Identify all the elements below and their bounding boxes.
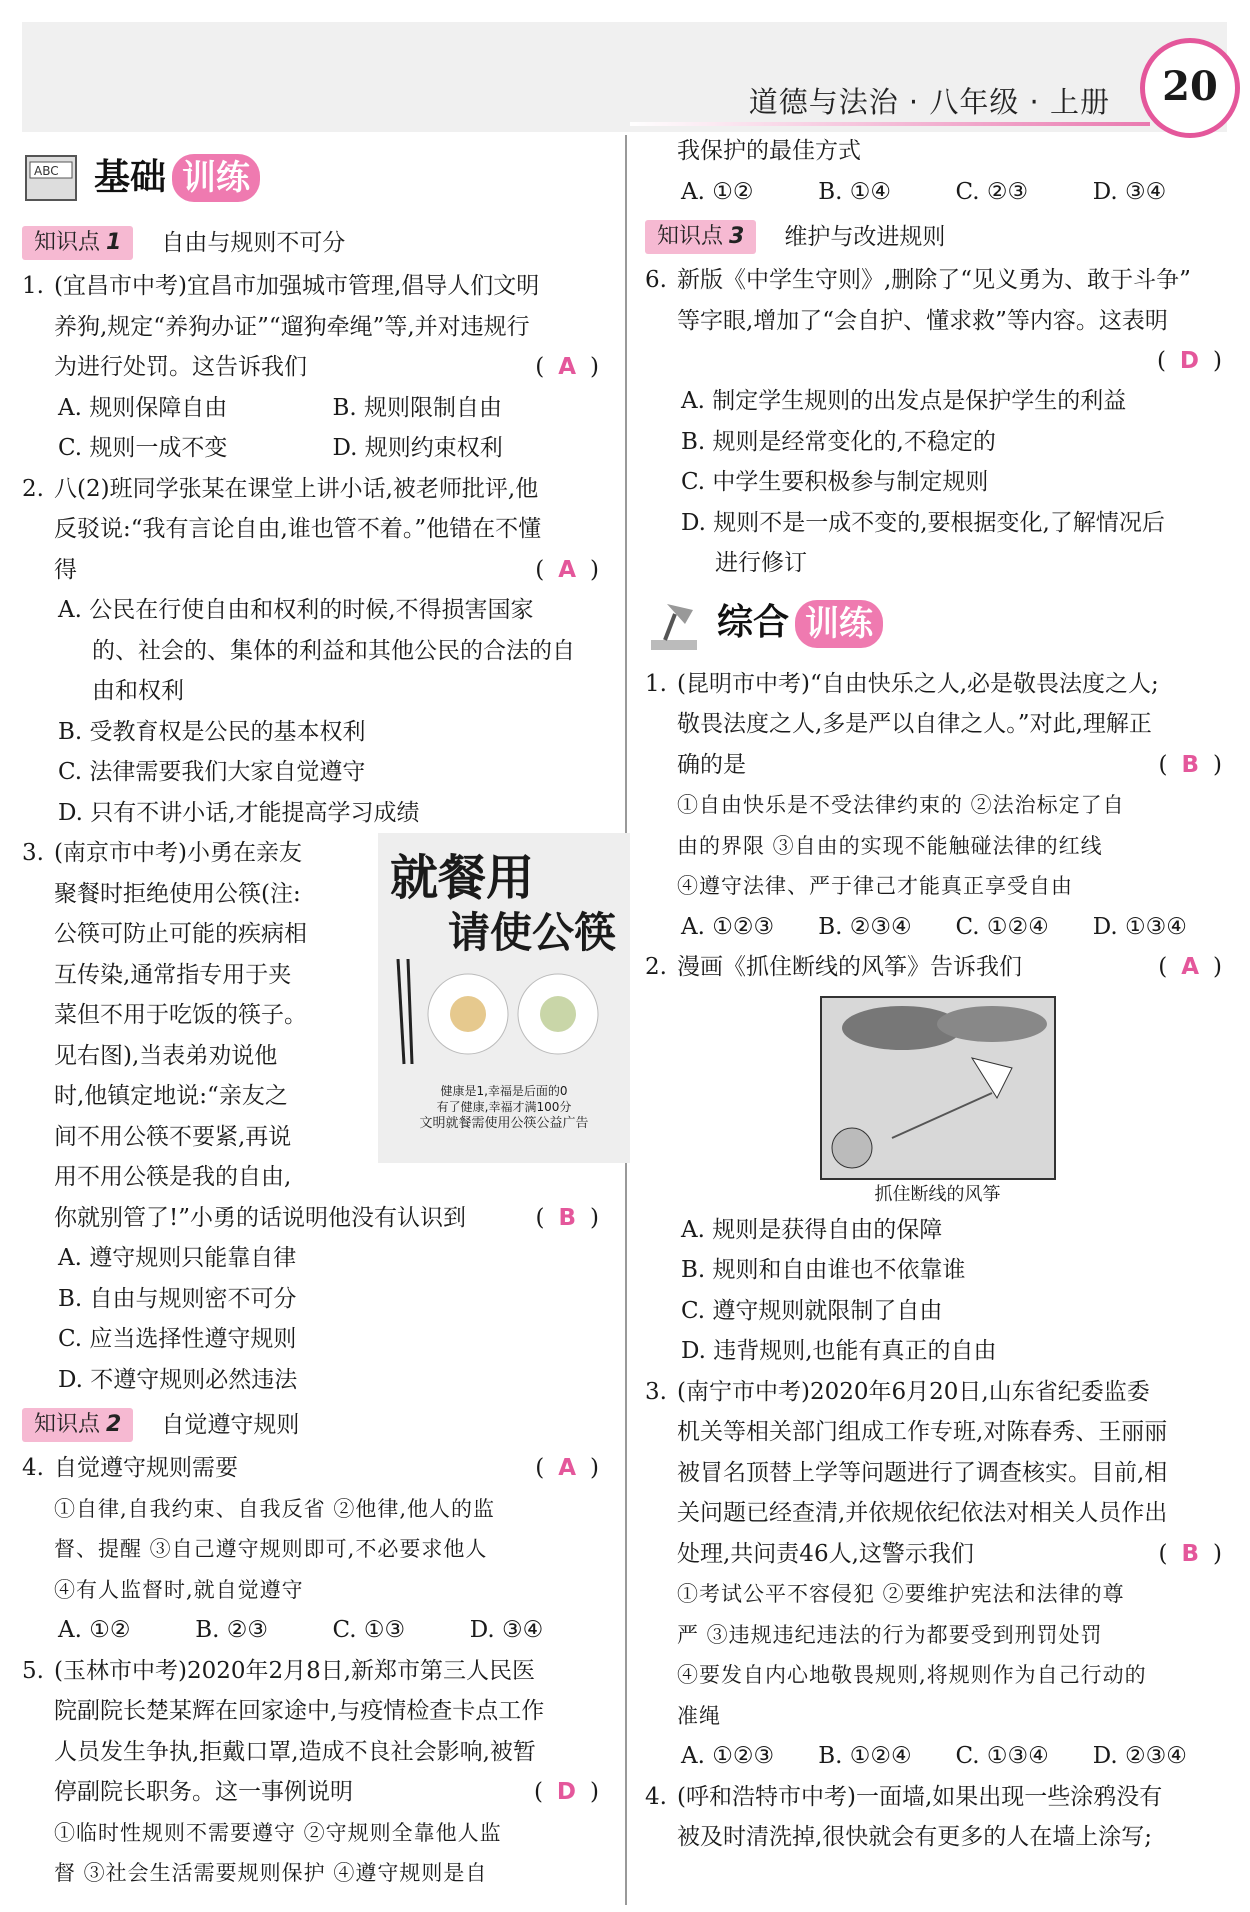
public-chopsticks-poster: 就餐用 请使公筷 健康是1,幸福是后面的0 有了健康,幸福才满100分 文明就餐需使用公筷公益广告 [378, 833, 630, 1163]
page-number: 20 [1140, 38, 1240, 138]
question-4: 4. 自觉遵守规则需要 ( A ) ①自律,自我约束、自我反省 ②他律,他人的监 督、提醒 ③自己遵守规则即可,不必要求他人 ④有人监督时,就自觉遵守 [22, 1448, 607, 1610]
question-5: 5. (玉林市中考)2020年2月8日,新郑市第三人民医 院副院长楚某辉在回家途中,与疫情检查卡点工作 人员发生争执,拒戴口罩,造成不良社会影响,被暂 停副院长职务。这一事例说明 ( D ) ①临时性规则不需要遵守 ②守规则全靠他人监 督 ③社会生活需要规则保护 ④遵守规则是自 [22, 1657, 599, 1885]
options: A. ①②③ B. ②③④ C. ①②④ D. ①③④ [681, 913, 1187, 940]
comp-question-3: 3. (南宁市中考)2020年6月20日,山东省纪委监委 机关等相关部门组成工作专班,对陈春秀、王丽丽 被冒名顶替上学等问题进行了调查核实。目前,相 关问题已经查清,并依规依纪依法对相关人员作出 处理,共问责46人,这警示我们 ( B ) ①考试公平不容侵犯 ②要维护宪法和法律的尊 严 ③违规违纪违法的行为都要受到刑罚处罚 ④要发自内心地敬畏规则,将规则作为自己行动的 准绳 [645, 1378, 1222, 1728]
answer: ( B ) [1158, 751, 1222, 778]
section-title: 基础 [94, 156, 167, 198]
comp-question-1: 1. (昆明市中考)“自由快乐之人,必是敬畏法度之人; 敬畏法度之人,多是严以自律之人。”对此,理解正 确的是 ( B ) ①自由快乐是不受法律约束的 ②法治标定了自 由的界限 ③自由的实现不能触碰法律的红线 ④遵守法律、严于律己才能真正享受自由 [645, 670, 1222, 898]
desk-lamp-icon [645, 594, 703, 654]
kp-title: 自觉遵守规则 [161, 1411, 300, 1438]
kp-title: 维护与改进规则 [784, 223, 946, 250]
answer: ( A ) [535, 1455, 599, 1481]
options: A. ①② B. ①④ C. ②③ D. ③④ [681, 178, 1167, 205]
answer: ( B ) [535, 1204, 599, 1231]
kite-illustration [822, 998, 1054, 1178]
section-title-badge: 训练 [795, 600, 883, 648]
question-2: 2. 八(2)班同学张某在课堂上讲小话,被老师批评,他 反驳说:“我有言论自由,谁也管不着。”他错在不懂 得 ( A ) [22, 469, 607, 591]
question-5-cont: 我保护的最佳方式 [677, 138, 861, 164]
section-title: 综合 [717, 602, 790, 644]
svg-text:ABC: ABC [34, 164, 59, 178]
book-title: 道德与法治 · 八年级 · 上册 [748, 85, 1110, 119]
answer: ( A ) [1158, 954, 1222, 980]
right-column: 我保护的最佳方式 A. ①② B. ①④ C. ②③ D. ③④ 知识点 3 维护与改进规则 6. 新版《中学生守则》,删除了“见义勇为、敢于斗争” 等字眼,增加了“会自护、懂求救”等内容。这表明 ( D ) A. 制定学生规则的出发点是保护学生的利益 B. 规则是经常变化的,不稳定的 C. 中学生要积极参与制定规则 D. 规则不是一成不变的,要根据变化,了解情况后 进行修订 综合 训练 1. (昆明市中考)“自由快乐之人,必是敬畏法度之人; 敬畏法度之人,多是严以自律之人。”对此,理解正 确的是 ( B ) ①自由快乐是不受法律约束的 ②法治标定了自 由的界限 ③自由的实现不能触碰法律的红线 ④遵守法律、严于律己才能真正享受自由 A. ①②③ B. ②③④ C. ①②④ D. ①③④ 2. 漫画《抓住断线的风筝》告诉我们 ( A ) 抓住断线的风筝 A. 规则是获得自由的保障 B. 规则和自由谁也不依靠谁 C. 遵守规则就限制了自由 D. 违背规则,也能有真正的自由 3. (南宁市中考)2020年6月20日,山东省纪委监委 机关等相关部门组成工作专班,对陈春秀、王丽丽 被冒名顶替上学等问题进行了调查核实。目前,相 关问题已经查清,并依规依纪依法对相关人员作出 处理,共问责46人,这警示我们 ( B ) ①考试公平不容侵犯 ②要维护宪法和法律的尊 严 ③违规违纪违法的行为都要受到刑罚处罚 ④要发自内心地敬畏规则,将规则作为自己行动的 准绳 A. ①②③ B. ①②④ C. ①③④ D. ②③④ 4. (呼和浩特市中考)一面墙,如果出现一些涂鸦没有 被及时清洗掉,很快就会有更多的人在墙上涂写; [645, 131, 1230, 1858]
cartoon-caption: 抓住断线的风筝 [874, 1183, 1001, 1205]
options: A. ①②③ B. ①②④ C. ①③④ D. ②③④ [681, 1743, 1187, 1769]
book-icon [22, 148, 80, 208]
kp-tag: 知识点 2 [22, 1408, 133, 1442]
left-column: ABC 基础 训练 知识点 1 自由与规则不可分 1. (宜昌市中考)宜昌市加强城市管理,倡导人们文明 养狗,规定“养狗办证”“遛狗牵绳”等,并对违规行 为进行处罚。这告诉我们 ( A ) A. 规则保障自由 B. 规则限制自由 C. 规则一成不变 D. 规则约束权利 2. 八(2)班同学张某在课堂上讲小话,被老师批评,他 反驳说:“我有言论自由,谁也管不着。”他错在不懂 得 ( A ) A. 公民在行使自由和权利的时候,不得损害国家 的、社会的、集体的利益和其他公民的合法的自 由和权利 B. 受教育权是公民的基本权利 C. 法律需要我们大家自觉遵守 D. 只有不讲小话,才能提高学习成绩 3. (南京市中考)小勇在亲友 聚餐时拒绝使用公筷(注: 公筷可防止可能的疾病相 互传染,通常指专用于夹 菜但不用于吃饭的筷子。 见右图),当表弟劝说他 时,他镇定地说:“亲友之 间不用公筷不要紧,再说 用不用公筷是我的自由, 你就别管了!”小勇的话说明他没有认识到 ( B ) 就餐用 请使公筷 健康是1,幸福是后面的0 有了健康,幸福才满100分 文明就餐需使用公筷公益广告 A. 遵守规则只能靠自律 B. 自由与规则密不可分 C. 应当选择性遵守规则 D. 不遵守规则必然违法 知识点 2 自觉遵守规则 4. 自觉遵守规则需要 ( A ) ①自律,自我约束、自我反省 ②他律,他人的监 督、提醒 ③自己遵守规则即可,不必要求他人 ④有人监督时,就自觉遵守 A. ①② B. ②③ C. ①③ D. ③④ 5. (玉林市中考)2020年2月8日,新郑市第三人民医 院副院长楚某辉在回家途中,与疫情检查卡点工作 人员发生争执,拒戴口罩,造成不良社会影响,被暂 停副院长职务。这一事例说明 ( D ) ①临时性规则不需要遵守 ②守规则全靠他人监 督 ③社会生活需要规则保护 ④遵守规则是自 [22, 138, 607, 1894]
answer: ( D ) [533, 1779, 599, 1805]
options: A. ①② B. ②③ C. ①③ D. ③④ [58, 1617, 544, 1643]
header-underline [630, 122, 1150, 126]
section-basic [22, 138, 607, 218]
comp-question-4: 4. (呼和浩特市中考)一面墙,如果出现一些涂鸦没有 被及时清洗掉,很快就会有更多的人在墙上涂写; [645, 1783, 1163, 1850]
comp-question-2: 2. 漫画《抓住断线的风筝》告诉我们 ( A ) [645, 947, 1230, 988]
section-title-badge: 训练 [172, 154, 260, 202]
answer: ( A ) [535, 354, 599, 380]
answer: ( D ) [1156, 348, 1222, 374]
knowledge-point-1 [22, 222, 607, 264]
kite-cartoon [820, 996, 1056, 1180]
question-6: 6. 新版《中学生守则》,删除了“见义勇为、敢于斗争” 等字眼,增加了“会自护、懂求救”等内容。这表明 ( D ) [645, 260, 1230, 381]
options: C. 规则一成不变 D. 规则约束权利 [58, 435, 503, 461]
question-3: 3. (南京市中考)小勇在亲友 聚餐时拒绝使用公筷(注: 公筷可防止可能的疾病相 互传染,通常指专用于夹 菜但不用于吃饭的筷子。 见右图),当表弟劝说他 时,他镇定地说:“亲友之 间不用公筷不要紧,再说 用不用公筷是我的自由, 你就别管了!”小勇的话说明他没有认识到 ( B ) 就餐用 请使公筷 健康是1,幸福是后面的0 有了健康,幸福才满100分 文明就餐需使用公筷公益广告 [22, 833, 607, 1238]
answer: ( A ) [535, 556, 599, 583]
question-1: 1. (宜昌市中考)宜昌市加强城市管理,倡导人们文明 养狗,规定“养狗办证”“遛狗牵绳”等,并对违规行 为进行处罚。这告诉我们 ( A ) [22, 266, 607, 388]
knowledge-point-3 [645, 216, 1230, 258]
knowledge-point-2 [22, 1404, 607, 1446]
kp-title: 自由与规则不可分 [161, 229, 346, 256]
section-comprehensive [645, 584, 1230, 664]
kp-tag: 知识点 3 [645, 220, 756, 254]
kp-tag: 知识点 1 [22, 226, 133, 260]
chopsticks-bowls-icon [378, 959, 630, 1069]
options: A. 规则保障自由 B. 规则限制自由 [58, 394, 503, 421]
answer: ( B ) [1158, 1540, 1222, 1567]
